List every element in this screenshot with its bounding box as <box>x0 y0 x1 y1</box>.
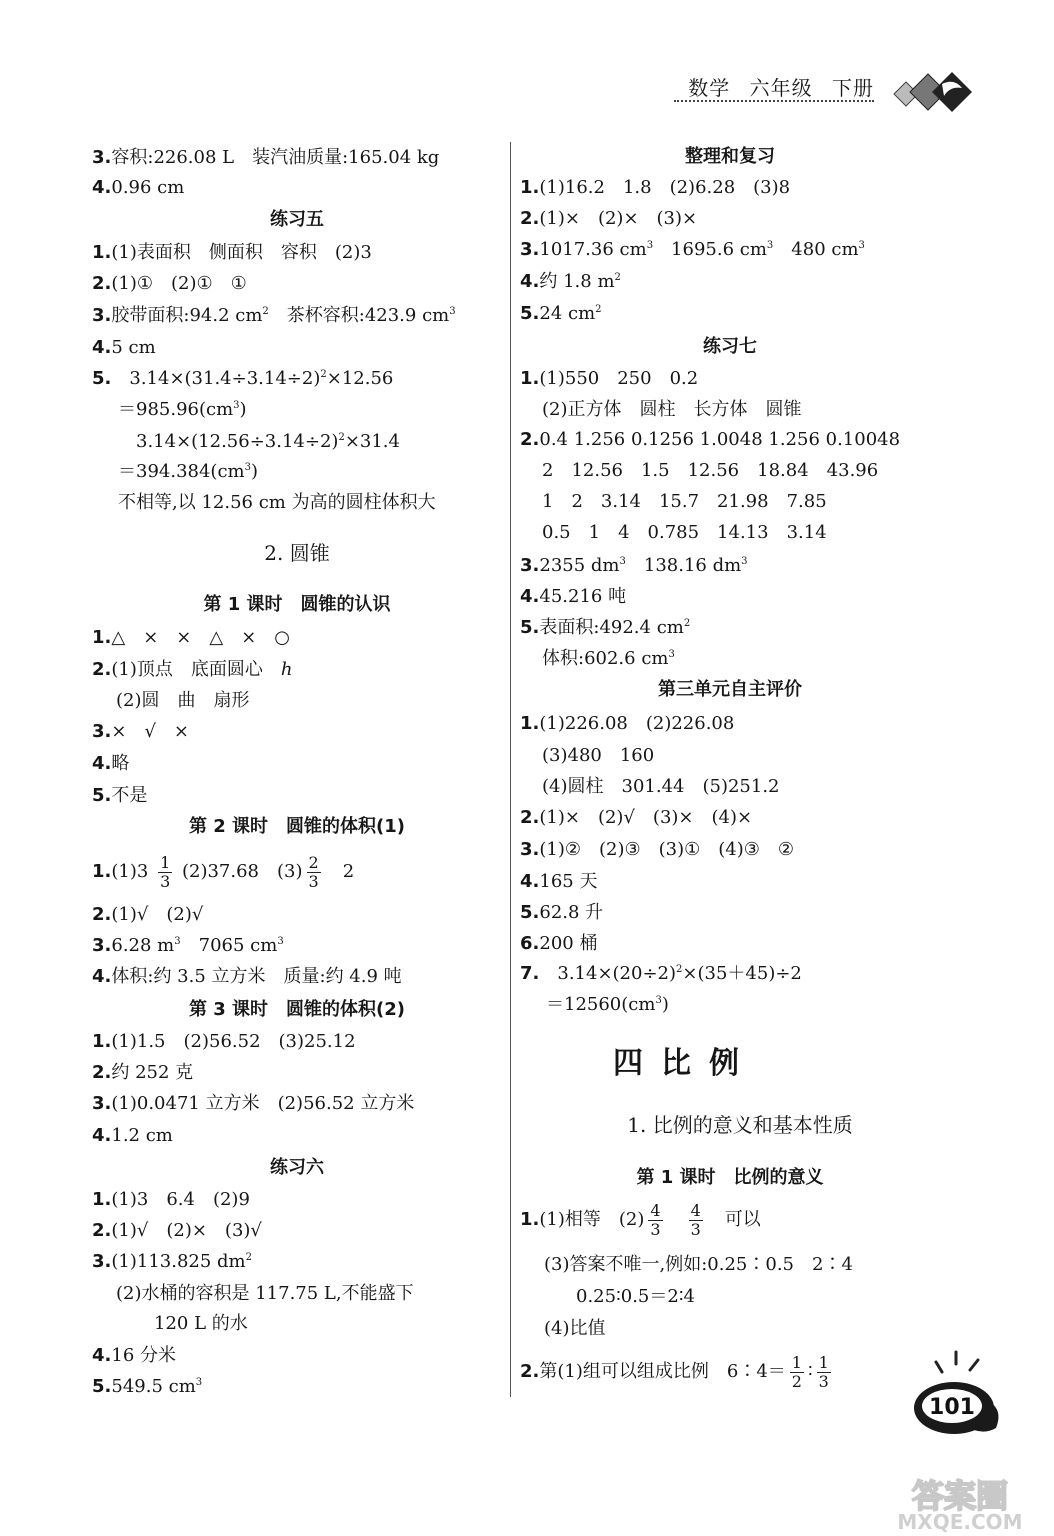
section-title-cone: 2. 圆锥 <box>264 541 330 565</box>
c1-answer-3: 3.× √ × <box>92 721 190 742</box>
fraction: $\frac{4}{3}$ <box>650 1200 661 1239</box>
c1-answer-4: 4.略 <box>92 753 130 774</box>
ex7-answer-3: 3.2355 $dm^3$ 138.16 $dm^3$ <box>520 555 748 576</box>
section-heading-ex7: 练习七 <box>703 336 757 357</box>
ex5-answer-5-line5: 不相等,以 12.56 cm 为高的圆柱体积大 <box>118 492 436 513</box>
ex5-answer-5-line3: $3.14\times(12.56\div 3.14\div 2)^2\times 31.4$ <box>136 431 400 452</box>
u3-answer-5: 5.62.8 升 <box>520 902 604 923</box>
u3-answer-2: 2.(1)× (2)√ (3)× (4)× <box>520 807 753 828</box>
ex6-answer-4: 4.16 分米 <box>92 1345 177 1366</box>
header-grade: 六年级 <box>749 76 813 100</box>
ex5-answer-4: 4.5 cm <box>92 337 156 358</box>
ex7-answer-2-line2: 2 12.56 1.5 12.56 18.84 43.96 <box>542 460 879 481</box>
header-volume: 下册 <box>832 76 874 100</box>
c2-answer-3: 3.6.28 $m^3$ 7065 $cm^3$ <box>92 935 284 956</box>
lesson-heading-3: 第 3 课时 圆锥的体积(2) <box>188 999 406 1020</box>
u3-answer-7: 7. $3.14\times(20\div 2)^2\times(35+45)\div 2$ <box>520 963 802 984</box>
ex7-answer-4: 4.45.216 吨 <box>520 586 627 607</box>
fraction: $\frac{2}{3}$ <box>308 852 319 891</box>
ratio-answer-1-line2: (3)答案不唯一,例如:0.25∶0.5 2∶4 <box>544 1254 853 1275</box>
c1-answer-5: 5.不是 <box>92 785 148 806</box>
ex5-answer-1: 1.(1)表面积 侧面积 容积 (2)3 <box>92 242 372 263</box>
ex5-answer-3: 3.胶带面积:94.2 $cm^2$ 茶杯容积:423.9 $cm^3$ <box>92 305 456 326</box>
fraction: $\frac{4}{3}$ <box>690 1200 701 1239</box>
ex5-answer-2: 2.(1)① (2)① ① <box>92 273 247 294</box>
ratio-answer-1-line3: 0.25∶0.5＝2∶4 <box>576 1286 695 1307</box>
c3-answer-4: 4.1.2 cm <box>92 1125 173 1146</box>
page-number-badge <box>912 1350 1012 1440</box>
page-number: 101 <box>929 1395 975 1420</box>
ex7-answer-5-line2: 体积:602.6 $cm^3$ <box>542 648 675 669</box>
ex6-answer-1: 1.(1)3 6.4 (2)9 <box>92 1189 250 1210</box>
review-answer-1: 1.(1)16.2 1.8 (2)6.28 (3)8 <box>520 177 791 198</box>
review-answer-2: 2.(1)× (2)× (3)× <box>520 208 698 229</box>
ex6-answer-3-line3: 120 L 的水 <box>154 1313 248 1334</box>
c1-answer-2: 2.(1)顶点 底面圆心 h <box>92 659 293 680</box>
chapter-title: 四比例 <box>613 1046 757 1081</box>
header-subject: 数学 <box>688 76 731 100</box>
ex5-answer-5-line4: $=394.384(cm^3)$ <box>118 461 259 482</box>
section-heading-unit3: 第三单元自主评价 <box>658 679 802 700</box>
answer-3: 3.容积:226.08 L 装汽油质量:165.04 kg <box>92 147 440 168</box>
c2-answer-1: 1.(1)3 $\frac{1}{3}$ (2)37.68 (3) $\frac{2}{3}$ 2 <box>92 852 355 891</box>
ratio-answer-2: 2.第(1)组可以组成比例 6∶4＝ $\frac{1}{2}$ ∶ $\frac{1}{3}$ <box>520 1352 829 1391</box>
ratio-answer-1: 1.(1)相等 (2) $\frac{4}{3}$ $\frac{4}{3}$ 可以 <box>520 1200 761 1239</box>
watermark-url: MXQE.COM <box>897 1510 1023 1533</box>
ex7-answer-2-line3: 1 2 3.14 15.7 21.98 7.85 <box>542 491 827 512</box>
ex6-answer-3: 3.(1)113.825 $dm^2$ <box>92 1251 252 1272</box>
u3-answer-3: 3.(1)② (2)③ (3)① (4)③ ② <box>520 839 795 860</box>
c2-answer-2: 2.(1)√ (2)√ <box>92 904 204 925</box>
header-title <box>676 72 874 101</box>
ex6-answer-2: 2.(1)√ (2)× (3)√ <box>92 1220 262 1241</box>
lesson-heading-ratio: 第 1 课时 比例的意义 <box>636 1167 824 1188</box>
header-underline <box>674 100 874 102</box>
ex7-answer-1-line2: (2)正方体 圆柱 长方体 圆锥 <box>542 399 802 420</box>
u3-answer-1-line2: (3)480 160 <box>542 745 655 766</box>
section-heading-ex5: 练习五 <box>270 209 324 230</box>
ex7-answer-5: 5.表面积:492.4 $cm^2$ <box>520 617 691 638</box>
fraction: $\frac{1}{2}$ <box>791 1352 802 1391</box>
fraction: $\frac{1}{3}$ <box>818 1352 829 1391</box>
review-answer-4: 4.约 1.8 $m^2$ <box>520 271 621 292</box>
answer-4: 4.0.96 cm <box>92 177 185 198</box>
ex7-answer-1: 1.(1)550 250 0.2 <box>520 368 699 389</box>
u3-answer-1: 1.(1)226.08 (2)226.08 <box>520 713 735 734</box>
watermark-text: 答案圈 <box>911 1477 1009 1515</box>
section-heading-review: 整理和复习 <box>685 146 775 167</box>
watermark-logo <box>870 1475 1050 1533</box>
ex6-answer-3-line2: (2)水桶的容积是 117.75 L,不能盛下 <box>116 1283 414 1304</box>
section-heading-ex6: 练习六 <box>270 1157 324 1178</box>
c3-answer-3: 3.(1)0.0471 立方米 (2)56.52 立方米 <box>92 1093 415 1114</box>
review-answer-5: 5.24 $cm^2$ <box>520 303 602 324</box>
ex5-answer-5: 5. $3.14\times(31.4\div 3.14\div 2)^2\times 12.56$ <box>92 368 394 389</box>
c1-answer-2-line2: (2)圆 曲 扇形 <box>116 690 250 711</box>
fraction: $\frac{1}{3}$ <box>160 852 171 891</box>
ex6-answer-5: 5.549.5 $cm^3$ <box>92 1376 203 1397</box>
c1-answer-1: 1.△ × × △ × ○ <box>92 627 291 648</box>
chapter-subtitle: 1. 比例的意义和基本性质 <box>627 1113 853 1137</box>
ex5-answer-5-line2: $=985.96(cm^3)$ <box>118 399 247 420</box>
c3-answer-2: 2.约 252 克 <box>92 1062 194 1083</box>
review-answer-3: 3.1017.36 $cm^3$ 1695.6 $cm^3$ 480 $cm^3$ <box>520 239 865 260</box>
ratio-answer-1-line4: (4)比值 <box>544 1318 606 1339</box>
column-divider <box>510 142 511 1397</box>
u3-answer-4: 4.165 天 <box>520 871 598 892</box>
u3-answer-1-line3: (4)圆柱 301.44 (5)251.2 <box>542 776 780 797</box>
c2-answer-4: 4.体积:约 3.5 立方米 质量:约 4.9 吨 <box>92 966 402 987</box>
lesson-heading-1: 第 1 课时 圆锥的认识 <box>203 594 391 615</box>
ex7-answer-2-line4: 0.5 1 4 0.785 14.13 3.14 <box>542 522 827 543</box>
u3-answer-6: 6.200 桶 <box>520 933 598 954</box>
page-header <box>684 72 984 112</box>
c3-answer-1: 1.(1)1.5 (2)56.52 (3)25.12 <box>92 1031 356 1052</box>
u3-answer-7-line2: $=12560(cm^3)$ <box>546 994 669 1015</box>
lesson-heading-2: 第 2 课时 圆锥的体积(1) <box>188 816 406 837</box>
ex7-answer-2: 2.0.4 1.256 0.1256 1.0048 1.256 0.10048 <box>520 429 901 450</box>
header-diamond-icon <box>884 70 984 114</box>
